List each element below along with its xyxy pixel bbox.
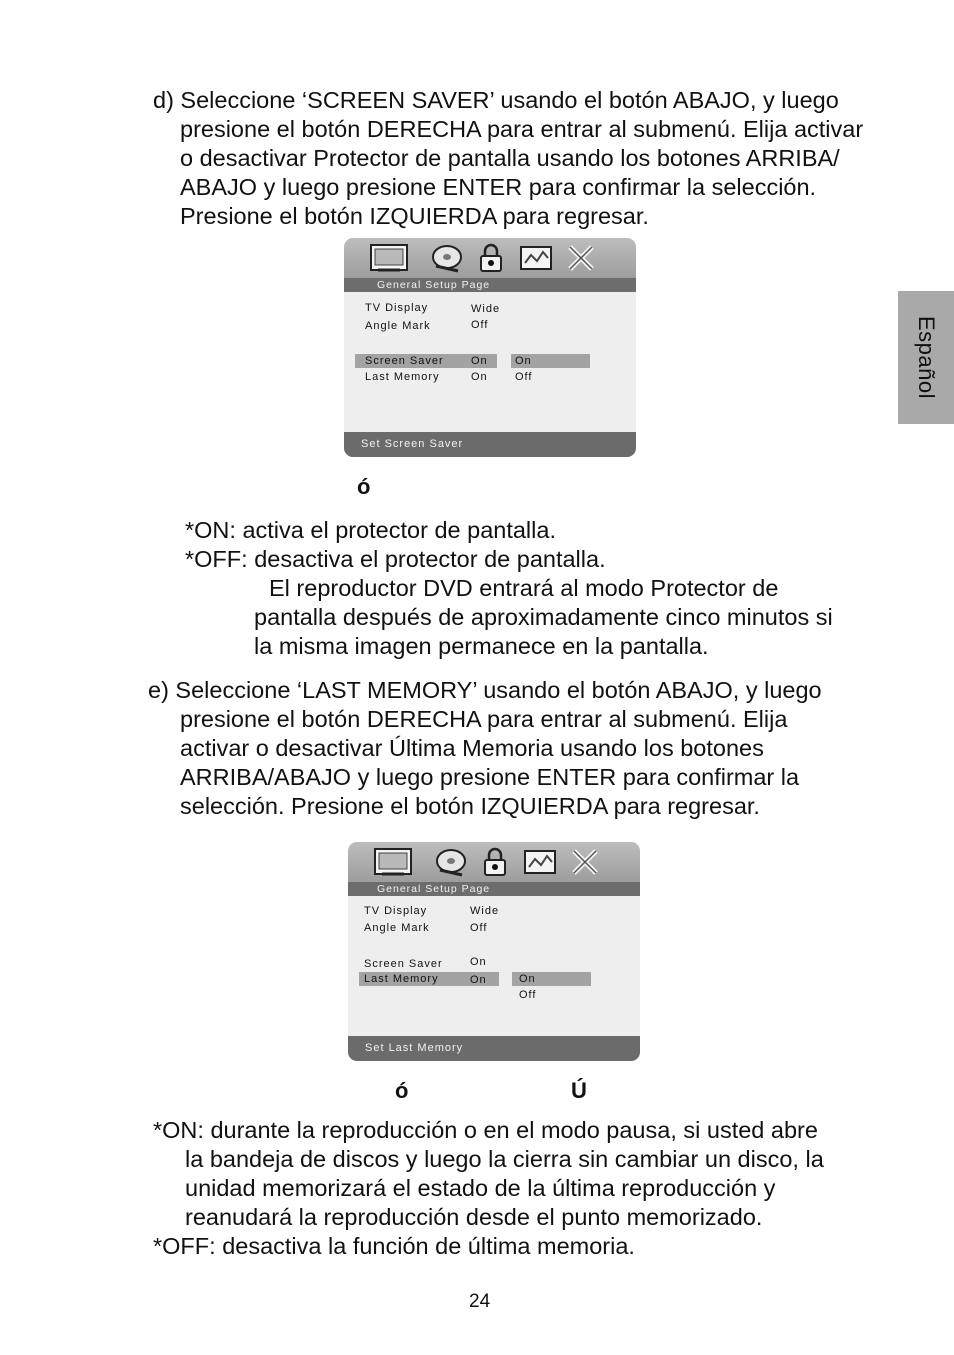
menu-label-last-memory[interactable]: Last Memory: [365, 371, 440, 383]
menu-label-last-memory[interactable]: Last Memory: [364, 973, 439, 985]
menu-value-last-memory: On: [470, 974, 487, 986]
note-off: *OFF: desactiva la función de última memoria.: [153, 1233, 635, 1259]
exit-icon: [566, 242, 596, 274]
step-e-line: ARRIBA/ABAJO y luego presione ENTER para confirmar la: [180, 764, 800, 790]
step-e-paragraph: [148, 676, 822, 821]
exit-icon: [570, 846, 600, 878]
osd-menu-screen-saver: [344, 238, 636, 457]
osd-status-bar: [348, 1036, 640, 1061]
step-d-paragraph: [153, 86, 863, 231]
menu-value-screen-saver: On: [470, 956, 487, 968]
disc-icon: [434, 846, 468, 878]
menu-value-tv-display: Wide: [471, 303, 501, 315]
submenu-option-off[interactable]: Off: [519, 989, 537, 1001]
language-tab: [898, 291, 954, 424]
menu-value-screen-saver: On: [471, 355, 488, 367]
step-e-line: presione el botón DERECHA para entrar al submenú. Elija: [180, 706, 788, 732]
submenu-option-off[interactable]: Off: [515, 371, 533, 383]
figure-caption-2a: ó: [395, 1078, 409, 1103]
osd-icon-bar: [344, 238, 636, 278]
osd-icon-bar: [348, 842, 640, 882]
preferences-icon: [518, 242, 554, 274]
lock-icon: [478, 242, 504, 274]
osd-page-title-bar: [348, 882, 640, 896]
note-off: *OFF: desactiva el protector de pantalla.: [185, 546, 606, 572]
figure-caption-1: ó: [357, 474, 371, 499]
step-d-line: d) Seleccione ‘SCREEN SAVER’ usando el botón ABAJO, y luego: [153, 87, 839, 113]
menu-label-screen-saver[interactable]: Screen Saver: [364, 958, 443, 970]
lock-icon: [482, 846, 508, 878]
submenu-option-on[interactable]: On: [519, 973, 536, 985]
step-e-line: e) Seleccione ‘LAST MEMORY’ usando el botón ABAJO, y luego: [148, 677, 822, 703]
menu-value-tv-display: Wide: [470, 905, 500, 917]
language-tab-label: Español: [914, 315, 939, 399]
note-on-line: la bandeja de discos y luego la cierra sin cambiar un disco, la: [185, 1146, 824, 1172]
tv-icon: [369, 242, 411, 274]
last-memory-notes: [153, 1116, 824, 1261]
menu-label-angle-mark[interactable]: Angle Mark: [365, 320, 431, 332]
note-line: la misma imagen permanece en la pantalla.: [254, 633, 709, 659]
step-e-line: selección. Presione el botón IZQUIERDA para regresar.: [180, 793, 760, 819]
osd-status-text: Set Screen Saver: [361, 438, 464, 450]
step-e-line: activar o desactivar Última Memoria usando los botones: [180, 735, 764, 761]
note-on-line: unidad memorizará el estado de la última reproducción y: [185, 1175, 776, 1201]
menu-label-angle-mark[interactable]: Angle Mark: [364, 922, 430, 934]
figure-caption-2b: Ú: [571, 1078, 587, 1103]
step-d-line: Presione el botón IZQUIERDA para regresar.: [180, 203, 649, 229]
note-line: El reproductor DVD entrará al modo Protector de: [269, 575, 779, 601]
menu-label-tv-display[interactable]: TV Display: [365, 302, 429, 314]
note-line: pantalla después de aproximadamente cinco minutos si: [254, 604, 833, 630]
menu-value-angle-mark: Off: [470, 922, 488, 934]
note-on: *ON: activa el protector de pantalla.: [185, 517, 556, 543]
step-d-line: presione el botón DERECHA para entrar al submenú. Elija activar: [180, 116, 864, 142]
screen-saver-notes: [185, 516, 833, 661]
osd-page-title-bar: [344, 278, 636, 292]
submenu-option-on[interactable]: On: [515, 355, 532, 367]
note-on-line: reanudará la reproducción desde el punto memorizado.: [185, 1204, 763, 1230]
step-d-line: o desactivar Protector de pantalla usando los botones ARRIBA/: [180, 145, 840, 171]
menu-label-screen-saver[interactable]: Screen Saver: [365, 355, 444, 367]
osd-page-title: General Setup Page: [377, 279, 491, 291]
preferences-icon: [522, 846, 558, 878]
osd-menu-last-memory: [348, 842, 640, 1061]
step-d-line: ABAJO y luego presione ENTER para confirmar la selección.: [180, 174, 817, 200]
page-number: 24: [469, 1291, 491, 1312]
osd-status-bar: [344, 432, 636, 457]
note-on-line: *ON: durante la reproducción o en el modo pausa, si usted abre: [153, 1117, 818, 1143]
menu-value-angle-mark: Off: [471, 319, 489, 331]
osd-status-text: Set Last Memory: [365, 1042, 464, 1054]
osd-page-title: General Setup Page: [377, 883, 491, 895]
menu-value-last-memory: On: [471, 371, 488, 383]
disc-icon: [430, 242, 464, 274]
tv-icon: [373, 846, 415, 878]
menu-label-tv-display[interactable]: TV Display: [364, 905, 428, 917]
